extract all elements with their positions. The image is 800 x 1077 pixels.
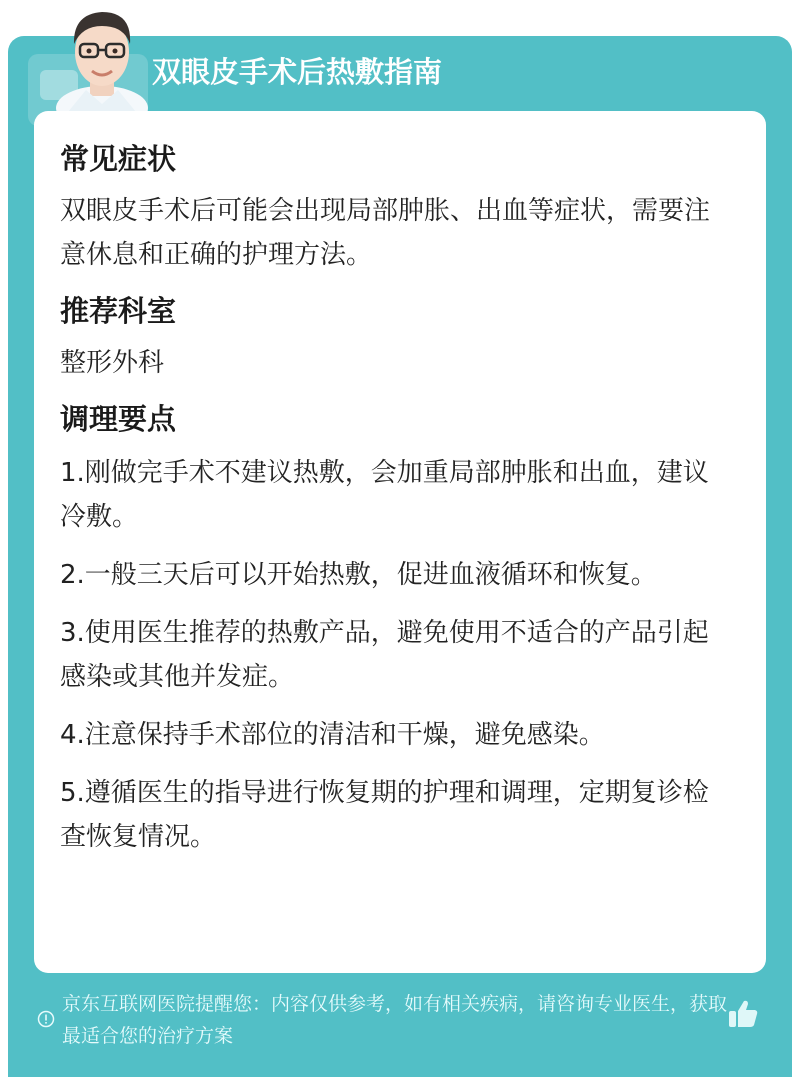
info-icon bbox=[37, 1010, 55, 1028]
doctor-avatar bbox=[40, 0, 170, 112]
page-title: 双眼皮手术后热敷指南 bbox=[152, 55, 443, 89]
section-title-department: 推荐科室 bbox=[60, 294, 177, 328]
symptoms-text: 双眼皮手术后可能会出现局部肿胀、出血等症状，需要注意休息和正确的护理方法。 bbox=[60, 196, 711, 270]
care-item: 4.注意保持手术部位的清洁和干燥，避免感染。 bbox=[60, 720, 605, 750]
care-item: 1.刚做完手术不建议热敷，会加重局部肿胀和出血，建议冷敷。 bbox=[60, 458, 709, 532]
care-item: 5.遵循医生的指导进行恢复期的护理和调理，定期复诊检查恢复情况。 bbox=[60, 778, 709, 852]
care-item: 3.使用医生推荐的热敷产品，避免使用不适合的产品引起感染或其他并发症。 bbox=[60, 618, 709, 692]
content-card bbox=[34, 111, 766, 973]
section-title-care: 调理要点 bbox=[60, 402, 177, 436]
department-text: 整形外科 bbox=[60, 348, 165, 378]
thumbs-up-icon[interactable] bbox=[725, 996, 761, 1032]
footer-disclaimer: 京东互联网医院提醒您：内容仅供参考，如有相关疾病，请咨询专业医生，获取最适合您的治疗方案 bbox=[62, 993, 728, 1047]
section-title-symptoms: 常见症状 bbox=[60, 142, 177, 176]
care-item: 2.一般三天后可以开始热敷，促进血液循环和恢复。 bbox=[60, 560, 657, 590]
